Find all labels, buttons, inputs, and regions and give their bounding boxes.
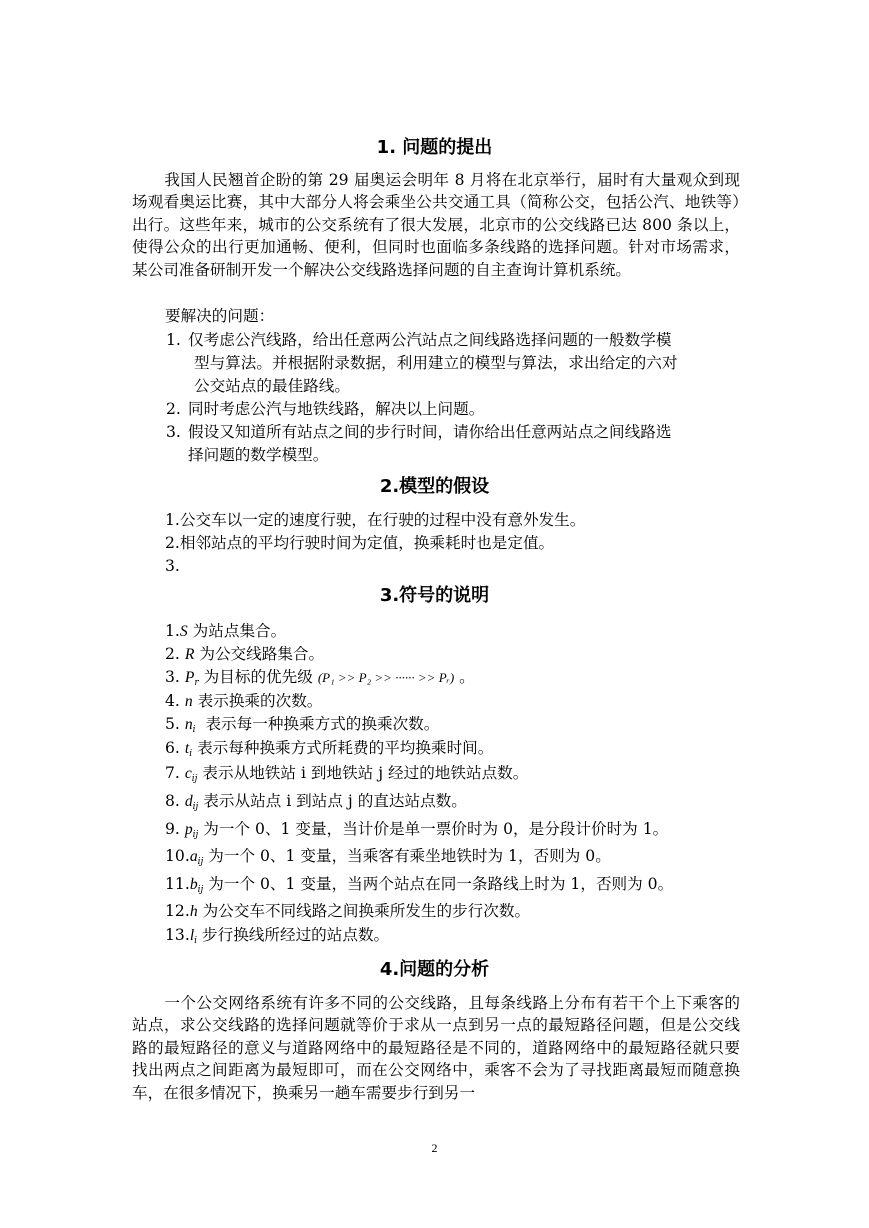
section-title-4: 4.问题的分析 (379, 959, 490, 980)
page-number: 2 (431, 1141, 438, 1155)
symbol-item: 12.h 为公交车不同线路之间换乘所发生的步行次数。 (165, 902, 531, 920)
symbol-item: 7. $c_{ij}$ 表示从地铁站 i 到地铁站 j 经过的地铁站点数。 (165, 764, 529, 784)
symbol-item: 1.S 为站点集合。 (165, 622, 287, 640)
symbol-item: $13.l_i$ 步行换线所经过的站点数。 (165, 926, 390, 946)
symbol-item: 4. n 表示换乘的次数。 (165, 692, 323, 710)
problems-label: 要解决的问题： (165, 307, 275, 325)
assumption-2: 2.相邻站点的平均行驶时间为定值，换乘耗时也是定值。 (165, 534, 555, 552)
assumption-3: 3. (165, 557, 180, 575)
problem-item-1: 1. 仅考虑公汽线路，给出任意两公汽站点之间线路选择问题的一般数学模 型与算法。并根据附录数据，利用建立的模型与算法，求出给定的六对 公交站点的最佳路线。 (166, 331, 678, 395)
symbol-item: 9. $p_{ij}$ 为一个 0、1 变量，当计价是单一票价时为 0，是分段计价时为 1。 (165, 820, 669, 840)
section-title-1: 1. 问题的提出 (376, 137, 493, 158)
symbol-item: 6. $t_i$ 表示每种换乘方式所耗费的平均换乘时间。 (165, 739, 494, 759)
symbol-item: 3. $P_r$ 为目标的优先级 (P₁ >> P₂ >> ······ >> Pᵣ) 。 (165, 668, 475, 688)
problem-item-2: 2. 同时考虑公汽与地铁线路，解决以上问题。 (166, 400, 485, 418)
symbol-item: $10.a_{ij}$ 为一个 0、1 变量，当乘客有乘坐地铁时为 1，否则为 0。 (165, 847, 611, 867)
symbol-item: 8. $d_{ij}$ 表示从站点 i 到站点 j 的直达站点数。 (165, 792, 467, 812)
section-title-3: 3.符号的说明 (379, 585, 490, 606)
section-1-intro: 我国人民翘首企盼的第 29 届奥运会明年 8 月将在北京举行，届时有大量观众到现场观看奥运比赛，其中大部分人将会乘坐公共交通工具（简称公交，包括公汽、地铁等）出行。这些年来，城市的公交系统有了很大发展，北京市的公交线路已达 800 条以上，使得公众的出行更加通畅、便利，但同时也面临多条线路的选择问题。针对市场需求，某公司准备研制开发一个解决公交线路选择问题的自主查询计算机系统。 (132, 171, 740, 279)
symbol-item: $11.b_{ij}$ 为一个 0、1 变量，当两个站点在同一条路线上时为 1，否则为 0。 (165, 875, 674, 895)
section-4-body: 一个公交网络系统有许多不同的公交线路，且每条线路上分布有若干个上下乘客的站点，求公交线路的选择问题就等价于求从一点到另一点的最短路径问题，但是公交线路的最短路径的意义与道路网络中的最短路径是不同的，道路网络中的最短路径就只要找出两点之间距离为最短即可，而在公交网络中，乘客不会为了寻找距离最短而随意换车，在很多情况下，换乘另一趟车需要步行到另一 (132, 994, 740, 1102)
symbol-item: 5. $n_i$ 表示每一种换乘方式的换乘次数。 (165, 715, 440, 735)
assumption-1: 1.公交车以一定的速度行驶，在行驶的过程中没有意外发生。 (165, 511, 586, 529)
problem-item-3: 3. 假设又知道所有站点之间的步行时间，请你给出任意两站点之间线路选 择问题的数学模型。 (166, 423, 672, 464)
section-title-2: 2.模型的假设 (379, 476, 490, 497)
symbol-item: 2. R 为公交线路集合。 (165, 645, 325, 663)
